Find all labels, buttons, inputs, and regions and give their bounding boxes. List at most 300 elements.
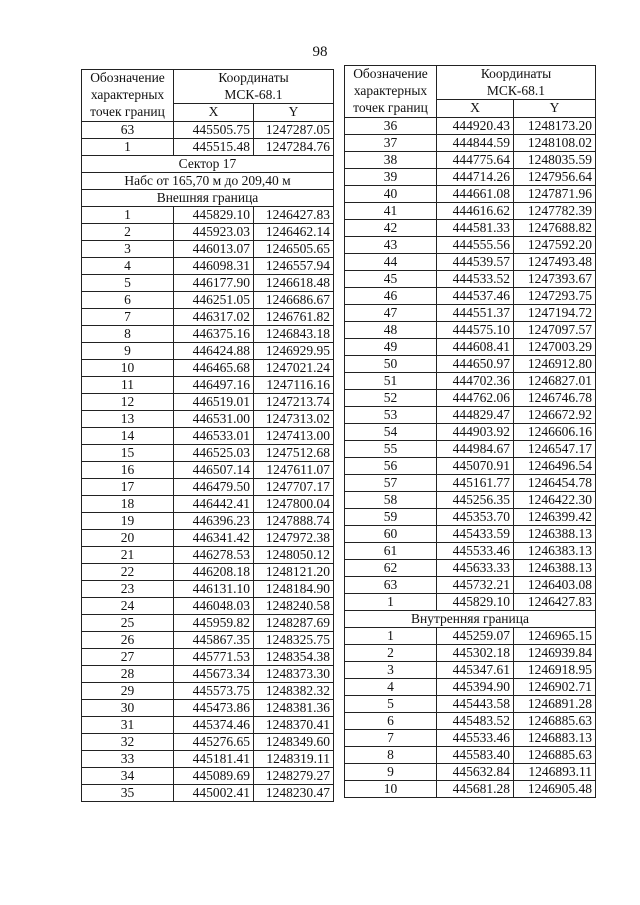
x-coordinate: 445583.40 bbox=[437, 746, 514, 763]
y-coordinate: 1246746.78 bbox=[514, 389, 596, 406]
point-number: 42 bbox=[345, 219, 437, 236]
table-row bbox=[345, 712, 596, 729]
table-row bbox=[82, 206, 334, 223]
x-coordinate: 445829.10 bbox=[174, 206, 254, 223]
y-coordinate: 1246761.82 bbox=[254, 308, 334, 325]
x-coordinate: 445959.82 bbox=[174, 614, 254, 631]
y-coordinate: 1247493.48 bbox=[514, 253, 596, 270]
table-row bbox=[82, 614, 334, 631]
x-coordinate: 444829.47 bbox=[437, 406, 514, 423]
x-coordinate: 445089.69 bbox=[174, 767, 254, 784]
sector-height-range: Набс от 165,70 м до 209,40 м bbox=[82, 172, 334, 189]
x-coordinate: 445302.18 bbox=[437, 644, 514, 661]
y-coordinate: 1248230.47 bbox=[254, 784, 334, 801]
point-number: 28 bbox=[82, 665, 174, 682]
point-number: 6 bbox=[345, 712, 437, 729]
table-row bbox=[82, 410, 334, 427]
header-row bbox=[82, 104, 334, 122]
x-coordinate: 445181.41 bbox=[174, 750, 254, 767]
point-number: 12 bbox=[82, 393, 174, 410]
x-coordinate: 446424.88 bbox=[174, 342, 254, 359]
point-number: 11 bbox=[82, 376, 174, 393]
y-coordinate: 1246618.48 bbox=[254, 274, 334, 291]
x-coordinate: 446533.01 bbox=[174, 427, 254, 444]
table-row bbox=[345, 627, 596, 644]
table-row bbox=[82, 308, 334, 325]
y-coordinate: 1247097.57 bbox=[514, 321, 596, 338]
y-coordinate: 1247972.38 bbox=[254, 529, 334, 546]
y-coordinate: 1246422.30 bbox=[514, 491, 596, 508]
table-row bbox=[345, 746, 596, 763]
x-coordinate: 445483.52 bbox=[437, 712, 514, 729]
point-number: 4 bbox=[82, 257, 174, 274]
point-number: 9 bbox=[82, 342, 174, 359]
table-row bbox=[345, 219, 596, 236]
x-coordinate: 445347.61 bbox=[437, 661, 514, 678]
x-coordinate: 446177.90 bbox=[174, 274, 254, 291]
point-number: 57 bbox=[345, 474, 437, 491]
point-number: 8 bbox=[82, 325, 174, 342]
point-number: 32 bbox=[82, 733, 174, 750]
table-row bbox=[345, 644, 596, 661]
x-coordinate: 445374.46 bbox=[174, 716, 254, 733]
x-coordinate: 444762.06 bbox=[437, 389, 514, 406]
x-coordinate: 445353.70 bbox=[437, 508, 514, 525]
point-number: 24 bbox=[82, 597, 174, 614]
y-coordinate: 1248349.60 bbox=[254, 733, 334, 750]
table-row bbox=[345, 763, 596, 780]
coordinates-header: Координаты bbox=[174, 70, 334, 87]
y-coordinate: 1246827.01 bbox=[514, 372, 596, 389]
point-number: 29 bbox=[82, 682, 174, 699]
y-coordinate: 1246929.95 bbox=[254, 342, 334, 359]
y-coordinate: 1247956.64 bbox=[514, 168, 596, 185]
point-designation-header: Обозначение bbox=[345, 66, 437, 83]
y-coordinate: 1246388.13 bbox=[514, 525, 596, 542]
point-number: 10 bbox=[82, 359, 174, 376]
y-coordinate: 1246383.13 bbox=[514, 542, 596, 559]
table-row bbox=[345, 661, 596, 678]
table-row bbox=[82, 648, 334, 665]
x-coordinate: 444555.56 bbox=[437, 236, 514, 253]
table-row bbox=[345, 576, 596, 593]
y-coordinate: 1246606.16 bbox=[514, 423, 596, 440]
point-number: 14 bbox=[82, 427, 174, 444]
x-coordinate: 446519.01 bbox=[174, 393, 254, 410]
x-coordinate: 446497.16 bbox=[174, 376, 254, 393]
y-coordinate: 1246912.80 bbox=[514, 355, 596, 372]
table-row bbox=[82, 495, 334, 512]
table-row bbox=[345, 270, 596, 287]
x-coordinate: 445433.59 bbox=[437, 525, 514, 542]
table-row bbox=[345, 491, 596, 508]
header-row bbox=[345, 100, 596, 118]
point-number: 49 bbox=[345, 338, 437, 355]
x-coordinate: 446396.23 bbox=[174, 512, 254, 529]
point-number: 1 bbox=[82, 206, 174, 223]
point-number: 30 bbox=[82, 699, 174, 716]
table-row bbox=[82, 529, 334, 546]
point-number: 39 bbox=[345, 168, 437, 185]
table-row bbox=[82, 631, 334, 648]
y-coordinate: 1247512.68 bbox=[254, 444, 334, 461]
y-coordinate: 1246902.71 bbox=[514, 678, 596, 695]
sector-title: Сектор 17 bbox=[82, 155, 334, 172]
y-coordinate: 1248325.75 bbox=[254, 631, 334, 648]
y-column-header: Y bbox=[514, 100, 596, 118]
y-coordinate: 1247707.17 bbox=[254, 478, 334, 495]
x-coordinate: 444714.26 bbox=[437, 168, 514, 185]
point-number: 15 bbox=[82, 444, 174, 461]
y-coordinate: 1246883.13 bbox=[514, 729, 596, 746]
point-number: 25 bbox=[82, 614, 174, 631]
table-row bbox=[345, 695, 596, 712]
x-coordinate: 445443.58 bbox=[437, 695, 514, 712]
x-coordinate: 446013.07 bbox=[174, 240, 254, 257]
point-number: 13 bbox=[82, 410, 174, 427]
y-coordinate: 1246891.28 bbox=[514, 695, 596, 712]
point-number: 26 bbox=[82, 631, 174, 648]
point-number: 43 bbox=[345, 236, 437, 253]
point-number: 23 bbox=[82, 580, 174, 597]
x-coordinate: 444920.43 bbox=[437, 117, 514, 134]
table-row bbox=[345, 457, 596, 474]
point-number: 16 bbox=[82, 461, 174, 478]
table-row bbox=[345, 780, 596, 797]
point-number: 27 bbox=[82, 648, 174, 665]
x-coordinate: 445867.35 bbox=[174, 631, 254, 648]
point-number: 8 bbox=[345, 746, 437, 763]
y-coordinate: 1248240.58 bbox=[254, 597, 334, 614]
x-coordinate: 446048.03 bbox=[174, 597, 254, 614]
y-coordinate: 1246918.95 bbox=[514, 661, 596, 678]
table-row bbox=[345, 440, 596, 457]
y-coordinate: 1248381.36 bbox=[254, 699, 334, 716]
x-coordinate: 445533.46 bbox=[437, 542, 514, 559]
table-row bbox=[345, 117, 596, 134]
table-row bbox=[345, 202, 596, 219]
table-row bbox=[82, 563, 334, 580]
x-coordinate: 444702.36 bbox=[437, 372, 514, 389]
point-number: 34 bbox=[82, 767, 174, 784]
x-coordinate: 445533.46 bbox=[437, 729, 514, 746]
x-coordinate: 445633.33 bbox=[437, 559, 514, 576]
table-row bbox=[345, 355, 596, 372]
point-number: 33 bbox=[82, 750, 174, 767]
point-number: 4 bbox=[345, 678, 437, 695]
x-coordinate: 446465.68 bbox=[174, 359, 254, 376]
x-coordinate: 445681.28 bbox=[437, 780, 514, 797]
x-coordinate: 445002.41 bbox=[174, 784, 254, 801]
x-coordinate: 444984.67 bbox=[437, 440, 514, 457]
point-number: 10 bbox=[345, 780, 437, 797]
table-row bbox=[82, 716, 334, 733]
y-coordinate: 1248370.41 bbox=[254, 716, 334, 733]
x-coordinate: 444537.46 bbox=[437, 287, 514, 304]
table-row bbox=[82, 682, 334, 699]
x-coordinate: 445394.90 bbox=[437, 678, 514, 695]
point-number: 58 bbox=[345, 491, 437, 508]
x-coordinate: 445256.35 bbox=[437, 491, 514, 508]
point-number: 36 bbox=[345, 117, 437, 134]
x-coordinate: 445923.03 bbox=[174, 223, 254, 240]
x-coordinate: 444661.08 bbox=[437, 185, 514, 202]
y-coordinate: 1246672.92 bbox=[514, 406, 596, 423]
point-number: 7 bbox=[82, 308, 174, 325]
right-coordinates-table bbox=[344, 65, 596, 798]
y-coordinate: 1246547.17 bbox=[514, 440, 596, 457]
x-coordinate: 445771.53 bbox=[174, 648, 254, 665]
section-row bbox=[82, 189, 334, 206]
point-number: 40 bbox=[345, 185, 437, 202]
y-coordinate: 1247782.39 bbox=[514, 202, 596, 219]
table-row bbox=[82, 478, 334, 495]
x-coordinate: 445829.10 bbox=[437, 593, 514, 610]
table-row bbox=[82, 325, 334, 342]
x-coordinate: 446098.31 bbox=[174, 257, 254, 274]
point-number: 1 bbox=[345, 627, 437, 644]
x-coordinate: 446251.05 bbox=[174, 291, 254, 308]
point-designation-header: точек границ bbox=[82, 104, 174, 122]
section-row bbox=[82, 172, 334, 189]
x-coordinate: 445259.07 bbox=[437, 627, 514, 644]
x-column-header: X bbox=[437, 100, 514, 118]
page-number: 98 bbox=[312, 44, 328, 60]
table-row bbox=[345, 542, 596, 559]
table-row bbox=[82, 699, 334, 716]
point-number: 19 bbox=[82, 512, 174, 529]
x-coordinate: 444575.10 bbox=[437, 321, 514, 338]
x-coordinate: 445632.84 bbox=[437, 763, 514, 780]
y-coordinate: 1247413.00 bbox=[254, 427, 334, 444]
y-coordinate: 1248173.20 bbox=[514, 117, 596, 134]
table-row bbox=[82, 767, 334, 784]
x-coordinate: 444616.62 bbox=[437, 202, 514, 219]
y-coordinate: 1248279.27 bbox=[254, 767, 334, 784]
y-coordinate: 1246454.78 bbox=[514, 474, 596, 491]
table-row bbox=[345, 236, 596, 253]
x-coordinate: 446208.18 bbox=[174, 563, 254, 580]
point-number: 44 bbox=[345, 253, 437, 270]
table-row bbox=[82, 240, 334, 257]
y-coordinate: 1247592.20 bbox=[514, 236, 596, 253]
y-coordinate: 1248184.90 bbox=[254, 580, 334, 597]
x-coordinate: 445515.48 bbox=[174, 138, 254, 155]
x-coordinate: 446531.00 bbox=[174, 410, 254, 427]
y-coordinate: 1247213.74 bbox=[254, 393, 334, 410]
y-coordinate: 1247871.96 bbox=[514, 185, 596, 202]
y-coordinate: 1248319.11 bbox=[254, 750, 334, 767]
table-row bbox=[82, 733, 334, 750]
point-number: 50 bbox=[345, 355, 437, 372]
table-row bbox=[345, 151, 596, 168]
x-coordinate: 446479.50 bbox=[174, 478, 254, 495]
point-number: 46 bbox=[345, 287, 437, 304]
table-row bbox=[345, 372, 596, 389]
table-row bbox=[82, 393, 334, 410]
y-coordinate: 1247284.76 bbox=[254, 138, 334, 155]
y-coordinate: 1246557.94 bbox=[254, 257, 334, 274]
point-designation-header: Обозначение bbox=[82, 70, 174, 87]
x-coordinate: 446341.42 bbox=[174, 529, 254, 546]
table-row bbox=[345, 474, 596, 491]
table-row bbox=[82, 342, 334, 359]
point-number: 55 bbox=[345, 440, 437, 457]
header-row bbox=[82, 87, 334, 104]
table-row bbox=[82, 359, 334, 376]
point-designation-header: точек границ bbox=[345, 100, 437, 118]
header-row bbox=[82, 70, 334, 87]
point-designation-header: характерных bbox=[82, 87, 174, 104]
y-coordinate: 1246893.11 bbox=[514, 763, 596, 780]
x-coordinate: 444539.57 bbox=[437, 253, 514, 270]
table-row bbox=[82, 512, 334, 529]
table-row bbox=[82, 665, 334, 682]
outer-boundary-heading: Внешняя граница bbox=[82, 189, 334, 206]
table-row bbox=[345, 287, 596, 304]
y-coordinate: 1248373.30 bbox=[254, 665, 334, 682]
table-row bbox=[345, 338, 596, 355]
x-coordinate: 445505.75 bbox=[174, 121, 254, 138]
y-coordinate: 1248287.69 bbox=[254, 614, 334, 631]
section-row bbox=[345, 610, 596, 627]
point-number: 22 bbox=[82, 563, 174, 580]
table-row bbox=[82, 427, 334, 444]
table-row bbox=[345, 508, 596, 525]
point-number: 17 bbox=[82, 478, 174, 495]
point-number: 18 bbox=[82, 495, 174, 512]
point-number: 63 bbox=[345, 576, 437, 593]
point-number: 35 bbox=[82, 784, 174, 801]
x-coordinate: 446442.41 bbox=[174, 495, 254, 512]
point-number: 3 bbox=[345, 661, 437, 678]
point-number: 62 bbox=[345, 559, 437, 576]
x-coordinate: 446525.03 bbox=[174, 444, 254, 461]
y-coordinate: 1246427.83 bbox=[254, 206, 334, 223]
y-coordinate: 1247888.74 bbox=[254, 512, 334, 529]
table-row bbox=[345, 304, 596, 321]
y-coordinate: 1247116.16 bbox=[254, 376, 334, 393]
y-coordinate: 1248035.59 bbox=[514, 151, 596, 168]
x-column-header: X bbox=[174, 104, 254, 122]
y-coordinate: 1247194.72 bbox=[514, 304, 596, 321]
y-coordinate: 1248382.32 bbox=[254, 682, 334, 699]
x-coordinate: 444581.33 bbox=[437, 219, 514, 236]
x-coordinate: 444533.52 bbox=[437, 270, 514, 287]
point-number: 47 bbox=[345, 304, 437, 321]
y-coordinate: 1246885.63 bbox=[514, 746, 596, 763]
point-number: 37 bbox=[345, 134, 437, 151]
point-number: 63 bbox=[82, 121, 174, 138]
y-coordinate: 1247021.24 bbox=[254, 359, 334, 376]
table-row bbox=[345, 185, 596, 202]
point-number: 1 bbox=[82, 138, 174, 155]
y-coordinate: 1246505.65 bbox=[254, 240, 334, 257]
y-coordinate: 1248108.02 bbox=[514, 134, 596, 151]
x-coordinate: 445573.75 bbox=[174, 682, 254, 699]
table-row bbox=[82, 138, 334, 155]
point-number: 56 bbox=[345, 457, 437, 474]
x-coordinate: 445673.34 bbox=[174, 665, 254, 682]
x-coordinate: 444844.59 bbox=[437, 134, 514, 151]
table-row bbox=[82, 461, 334, 478]
y-coordinate: 1247688.82 bbox=[514, 219, 596, 236]
table-row bbox=[82, 444, 334, 461]
x-coordinate: 446507.14 bbox=[174, 461, 254, 478]
table-row bbox=[345, 168, 596, 185]
table-row bbox=[345, 406, 596, 423]
point-designation-header: характерных bbox=[345, 83, 437, 100]
point-number: 9 bbox=[345, 763, 437, 780]
point-number: 2 bbox=[345, 644, 437, 661]
point-number: 45 bbox=[345, 270, 437, 287]
point-number: 52 bbox=[345, 389, 437, 406]
y-coordinate: 1246686.67 bbox=[254, 291, 334, 308]
point-number: 7 bbox=[345, 729, 437, 746]
y-coordinate: 1247313.02 bbox=[254, 410, 334, 427]
table-row bbox=[345, 678, 596, 695]
table-row bbox=[82, 580, 334, 597]
y-coordinate: 1246462.14 bbox=[254, 223, 334, 240]
table-row bbox=[345, 729, 596, 746]
y-coordinate: 1247003.29 bbox=[514, 338, 596, 355]
y-coordinate: 1246939.84 bbox=[514, 644, 596, 661]
point-number: 59 bbox=[345, 508, 437, 525]
x-coordinate: 444650.97 bbox=[437, 355, 514, 372]
y-coordinate: 1247287.05 bbox=[254, 121, 334, 138]
point-number: 2 bbox=[82, 223, 174, 240]
y-coordinate: 1247293.75 bbox=[514, 287, 596, 304]
table-row bbox=[82, 291, 334, 308]
y-column-header: Y bbox=[254, 104, 334, 122]
point-number: 6 bbox=[82, 291, 174, 308]
y-coordinate: 1246388.13 bbox=[514, 559, 596, 576]
x-coordinate: 446131.10 bbox=[174, 580, 254, 597]
point-number: 20 bbox=[82, 529, 174, 546]
x-coordinate: 445161.77 bbox=[437, 474, 514, 491]
coordinate-system-header: МСК-68.1 bbox=[174, 87, 334, 104]
x-coordinate: 445276.65 bbox=[174, 733, 254, 750]
point-number: 21 bbox=[82, 546, 174, 563]
x-coordinate: 445070.91 bbox=[437, 457, 514, 474]
table-row bbox=[82, 597, 334, 614]
table-row bbox=[82, 750, 334, 767]
y-coordinate: 1247611.07 bbox=[254, 461, 334, 478]
coordinate-system-header: МСК-68.1 bbox=[437, 83, 596, 100]
table-row bbox=[345, 525, 596, 542]
x-coordinate: 446278.53 bbox=[174, 546, 254, 563]
point-number: 61 bbox=[345, 542, 437, 559]
point-number: 54 bbox=[345, 423, 437, 440]
y-coordinate: 1246965.15 bbox=[514, 627, 596, 644]
x-coordinate: 446317.02 bbox=[174, 308, 254, 325]
y-coordinate: 1246905.48 bbox=[514, 780, 596, 797]
left-coordinates-table bbox=[81, 69, 334, 802]
y-coordinate: 1246843.18 bbox=[254, 325, 334, 342]
table-row bbox=[345, 559, 596, 576]
y-coordinate: 1246885.63 bbox=[514, 712, 596, 729]
table-row bbox=[82, 784, 334, 801]
x-coordinate: 444551.37 bbox=[437, 304, 514, 321]
section-row bbox=[82, 155, 334, 172]
y-coordinate: 1248050.12 bbox=[254, 546, 334, 563]
table-row bbox=[82, 223, 334, 240]
x-coordinate: 444903.92 bbox=[437, 423, 514, 440]
y-coordinate: 1247393.67 bbox=[514, 270, 596, 287]
coordinates-header: Координаты bbox=[437, 66, 596, 83]
table-row bbox=[82, 257, 334, 274]
point-number: 31 bbox=[82, 716, 174, 733]
